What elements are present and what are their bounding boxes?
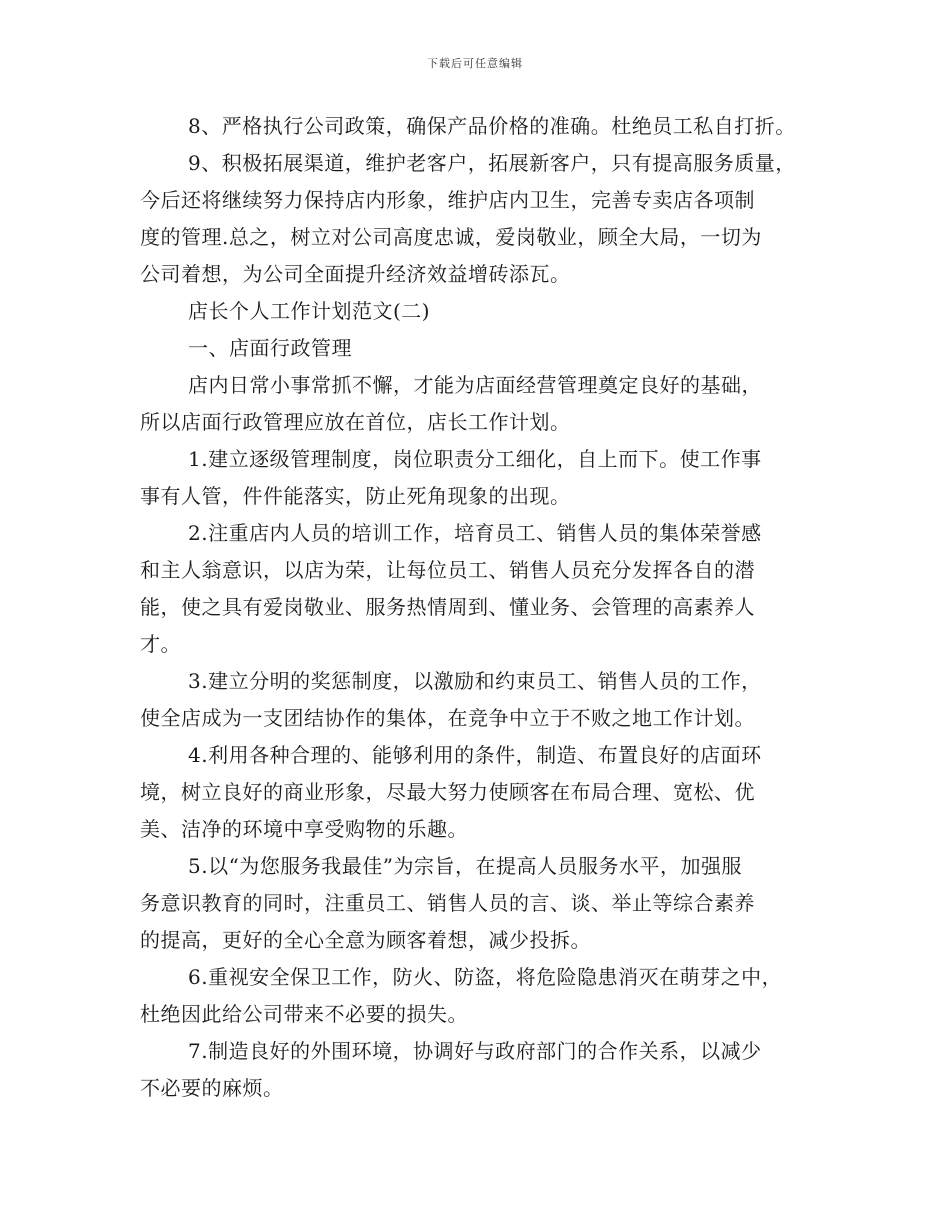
text-line: 境，树立良好的商业形象，尽最大努力使顾客在布局合理、宽松、优 xyxy=(140,780,755,804)
text-line: 杜绝因此给公司带来不必要的损失。 xyxy=(140,1002,468,1026)
text-line: 所以店面行政管理应放在首位，店长工作计划。 xyxy=(140,410,571,434)
text-line: 度的管理.总之，树立对公司高度忠诚，爱岗敬业，顾全大局，一切为 xyxy=(140,225,762,249)
text-line: 才。 xyxy=(140,632,181,656)
text-line: 不必要的麻烦。 xyxy=(140,1076,284,1100)
text-line: 6.重视安全保卫工作，防火、防盗，将危险隐患消灭在萌芽之中， xyxy=(188,965,783,989)
text-line: 今后还将继续努力保持店内形象，维护店内卫生，完善专卖店各项制 xyxy=(140,188,755,212)
text-line: 3.建立分明的奖惩制度，以激励和约束员工、销售人员的工作， xyxy=(188,669,762,693)
text-line: 务意识教育的同时，注重员工、销售人员的言、谈、举止等综合素养 xyxy=(140,891,755,915)
text-line: 7.制造良好的外围环境，协调好与政府部门的合作关系，以减少 xyxy=(188,1039,762,1063)
text-line: 8、严格执行公司政策，确保产品价格的准确。杜绝员工私自打折。 xyxy=(188,114,796,138)
text-line: 店内日常小事常抓不懈，才能为店面经营管理奠定良好的基础， xyxy=(188,373,762,397)
text-line: 的提高，更好的全心全意为顾客着想，减少投拆。 xyxy=(140,928,591,952)
page-header: 下载后可任意编辑 xyxy=(427,57,523,70)
text-line: 公司着想，为公司全面提升经济效益增砖添瓦。 xyxy=(140,262,571,286)
text-line: 2.注重店内人员的培训工作，培育员工、销售人员的集体荣誉感 xyxy=(188,521,762,545)
text-line: 美、洁净的环境中享受购物的乐趣。 xyxy=(140,817,468,841)
document-body xyxy=(140,108,830,1107)
section-heading: 一、店面行政管理 xyxy=(188,336,352,360)
text-line: 4.利用各种合理的、能够利用的条件，制造、布置良好的店面环 xyxy=(188,743,762,767)
text-line: 5.以“为您服务我最佳”为宗旨，在提高人员服务水平，加强服 xyxy=(188,854,743,878)
text-line: 9、积极拓展渠道，维护老客户，拓展新客户，只有提高服务质量， xyxy=(188,151,796,175)
text-line: 事有人管，件件能落实，防止死角现象的出现。 xyxy=(140,484,571,508)
text-line: 能，使之具有爱岗敬业、服务热情周到、懂业务、会管理的高素养人 xyxy=(140,595,755,619)
text-line: 使全店成为一支团结协作的集体，在竞争中立于不败之地工作计划。 xyxy=(140,706,755,730)
text-line: 1.建立逐级管理制度，岗位职责分工细化，自上而下。使工作事 xyxy=(188,447,762,471)
section-title: 店长个人工作计划范文(二) xyxy=(188,299,431,323)
text-line: 和主人翁意识，以店为荣，让每位员工、销售人员充分发挥各自的潜 xyxy=(140,558,755,582)
